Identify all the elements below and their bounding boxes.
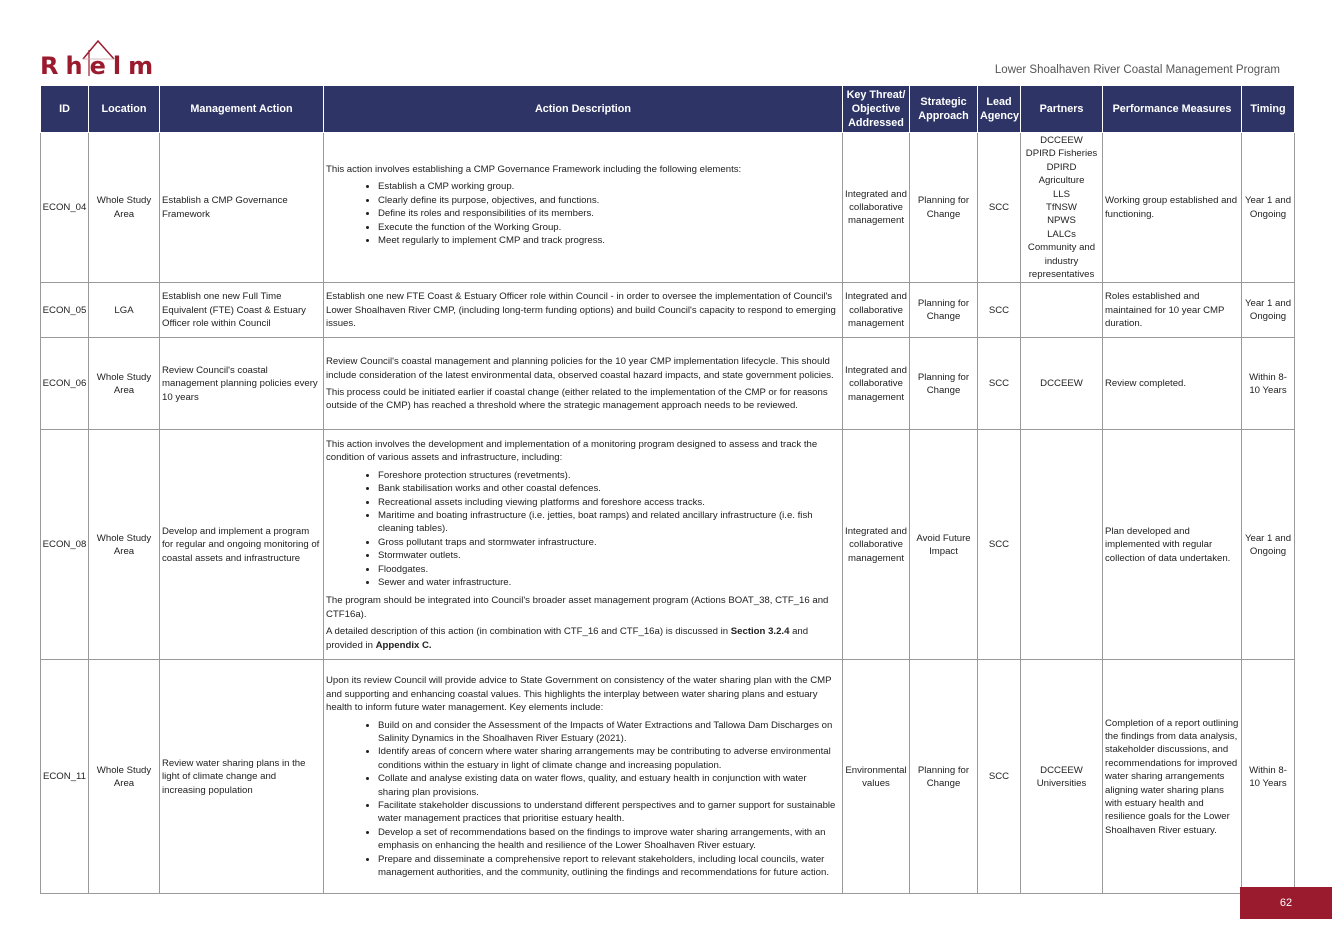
partner: DPIRD Fisheries	[1025, 148, 1098, 160]
partner: TfNSW	[1046, 202, 1077, 214]
col-header-partners: Partners	[1021, 86, 1103, 133]
row-key-threat: Integrated and collaborative management	[843, 133, 910, 283]
row-management-action: Establish one new Full Time Equivalent (FTE) Coast & Estuary Officer role within Council	[160, 283, 324, 338]
row-strategic-approach: Planning for Change	[910, 660, 978, 894]
row-performance-measures: Plan developed and implemented with regular collection of data undertaken.	[1103, 430, 1242, 660]
rhelm-logo	[40, 38, 160, 82]
description-paragraph: Establish one new FTE Coast & Estuary Officer role within Council - in order to oversee the implementation of Council's Lower Shoalhaven River CMP, (including long-term funding options) and build Council's capacity to respond to emerging issues.	[326, 291, 836, 330]
row-lead-agency: SCC	[978, 338, 1021, 430]
row-management-action: Review water sharing plans in the light of climate change and increasing population	[160, 660, 324, 894]
table-row	[41, 660, 1295, 894]
col-header-action-description: Action Description	[324, 86, 843, 133]
description-text: A detailed description of this action (in combination with CTF_16 and CTF_16a) is discussed in	[326, 626, 731, 638]
row-location: Whole Study Area	[89, 133, 160, 283]
description-bullet: • Prepare and disseminate a comprehensive report to relevant stakeholders, including local councils, water management authorities, and the community, outlining the findings and recommendations for future action.	[378, 853, 840, 880]
partner: LALCs	[1047, 228, 1076, 240]
row-partners: DCCEEW	[1021, 338, 1103, 430]
section-reference: Section 3.2.4	[730, 626, 790, 638]
row-action-description	[324, 133, 843, 283]
description-bullet: • Clearly define its purpose, objectives, and functions.	[378, 194, 840, 207]
row-lead-agency: SCC	[978, 283, 1021, 338]
description-bullet: • Collate and analyse existing data on water flows, quality, and estuary health in conjunction with water sharing plan provisions.	[378, 772, 840, 799]
row-partners	[1021, 283, 1103, 338]
description-intro: This action involves establishing a CMP Governance Framework including the following elements:	[326, 164, 742, 176]
row-strategic-approach: Planning for Change	[910, 133, 978, 283]
partner: LLS	[1052, 188, 1071, 200]
table-row	[41, 283, 1295, 338]
row-location: LGA	[89, 283, 160, 338]
description-bullet: • Execute the function of the Working Group.	[378, 221, 840, 234]
row-partners	[1021, 133, 1103, 283]
description-intro: This action involves the development and implementation of a monitoring program designed to assess and track the condition of various assets and infrastructure, including:	[326, 438, 818, 464]
table-row	[41, 430, 1295, 660]
partner: DPIRD Agriculture	[1038, 161, 1085, 187]
row-management-action: Review Council's coastal management planning policies every 10 years	[160, 338, 324, 430]
row-performance-measures: Roles established and maintained for 10 year CMP duration.	[1103, 283, 1242, 338]
description-bullet: • Recreational assets including viewing platforms and foreshore access tracks.	[378, 496, 840, 509]
description-bullet: • Facilitate stakeholder discussions to understand different perspectives and to garner support for sustainable water management practices that prioritise estuary health.	[378, 799, 840, 826]
row-lead-agency: SCC	[978, 430, 1021, 660]
row-timing: Year 1 and Ongoing	[1242, 133, 1295, 283]
col-header-key-threat: Key Threat/ Objective Addressed	[843, 86, 910, 133]
row-id: ECON_05	[41, 283, 89, 338]
description-bullets	[326, 180, 840, 247]
partner: DCCEEW	[1040, 135, 1083, 146]
description-bullet: • Identify areas of concern where water sharing arrangements may be contributing to adverse environmental conditions within the estuary in light of climate change and increasing population.	[378, 745, 840, 772]
description-bullet: • Develop a set of recommendations based on the findings to improve water sharing arrangements, with an emphasis on enhancing the health and resilience of the Lower Shoalhaven River estuary.	[378, 826, 840, 853]
row-key-threat: Integrated and collaborative management	[843, 430, 910, 660]
col-header-timing: Timing	[1242, 86, 1295, 133]
col-header-id: ID	[41, 86, 89, 133]
description-bullet: • Stormwater outlets.	[378, 549, 840, 562]
row-strategic-approach: Planning for Change	[910, 338, 978, 430]
row-partners	[1021, 430, 1103, 660]
description-bullet: • Build on and consider the Assessment of the Impacts of Water Extractions and Tallowa Dam Discharges on Salinity Dynamics in the Shoalhaven River Estuary (2021).	[378, 719, 840, 746]
col-header-location: Location	[89, 86, 160, 133]
description-bullet: • Gross pollutant traps and stormwater infrastructure.	[378, 536, 840, 549]
partner: Universities	[1036, 777, 1087, 789]
table-row	[41, 133, 1295, 283]
row-timing: Within 8-10 Years	[1242, 338, 1295, 430]
row-action-description	[324, 660, 843, 894]
row-strategic-approach: Avoid Future Impact	[910, 430, 978, 660]
row-lead-agency: SCC	[978, 660, 1021, 894]
description-text: and provided in	[326, 626, 809, 651]
description-bullets	[326, 719, 840, 880]
description-paragraph	[326, 625, 840, 652]
description-paragraph: This process could be initiated earlier if coastal change (either related to the implementation of the CMP or for reasons outside of the CMP) has reached a threshold where the strategic management approach needs to be reviewed.	[326, 386, 828, 412]
description-paragraph: Review Council's coastal management and planning policies for the 10 year CMP implementation lifecycle. This should include consideration of the latest environmental data, observed coastal hazard impacts, and state government policies.	[326, 356, 834, 381]
row-key-threat: Environmental values	[843, 660, 910, 894]
logo-text: Rhelm	[40, 52, 161, 80]
description-bullet: • Meet regularly to implement CMP and track progress.	[378, 234, 840, 247]
row-id: ECON_08	[41, 430, 89, 660]
row-timing: Year 1 and Ongoing	[1242, 430, 1295, 660]
description-bullet: • Maritime and boating infrastructure (i.e. jetties, boat ramps) and related ancillary infrastructure (i.e. fish cleaning tables).	[378, 509, 840, 536]
management-actions-table	[40, 85, 1295, 894]
description-bullet: • Floodgates.	[378, 563, 840, 576]
description-bullet: • Sewer and water infrastructure.	[378, 576, 840, 589]
appendix-reference: Appendix C.	[375, 639, 432, 651]
row-performance-measures: Working group established and functioning.	[1103, 133, 1242, 283]
row-timing: Within 8-10 Years	[1242, 660, 1295, 894]
row-location: Whole Study Area	[89, 338, 160, 430]
description-bullet: • Foreshore protection structures (revetments).	[378, 469, 840, 482]
row-action-description	[324, 283, 843, 338]
col-header-management-action: Management Action	[160, 86, 324, 133]
description-bullet: • Define its roles and responsibilities of its members.	[378, 207, 840, 220]
description-paragraph: The program should be integrated into Council's broader asset management program (Actions BOAT_38, CTF_16 and CTF16a).	[326, 595, 829, 620]
row-management-action: Develop and implement a program for regular and ongoing monitoring of coastal assets and infrastructure	[160, 430, 324, 660]
row-performance-measures: Completion of a report outlining the findings from data analysis, stakeholder discussions, and recommendations for improved water sharing arrangements aligning water sharing plans with estuary health and resilience goals for the Lower Shoalhaven River estuary.	[1103, 660, 1242, 894]
page-number: 62	[1240, 887, 1332, 919]
table-header-row	[41, 86, 1295, 133]
description-bullet: • Bank stabilisation works and other coastal defences.	[378, 482, 840, 495]
partner: NPWS	[1047, 215, 1076, 227]
row-id: ECON_06	[41, 338, 89, 430]
description-bullet: • Establish a CMP working group.	[378, 180, 840, 193]
col-header-strategic-approach: Strategic Approach	[910, 86, 978, 133]
row-partners	[1021, 660, 1103, 894]
row-location: Whole Study Area	[89, 660, 160, 894]
row-performance-measures: Review completed.	[1103, 338, 1242, 430]
row-action-description	[324, 430, 843, 660]
partner: Community and industry representatives	[1027, 242, 1096, 281]
row-lead-agency: SCC	[978, 133, 1021, 283]
col-header-lead-agency: Lead Agency	[978, 86, 1021, 133]
row-key-threat: Integrated and collaborative management	[843, 283, 910, 338]
description-bullets	[326, 469, 840, 590]
row-id: ECON_11	[41, 660, 89, 894]
row-strategic-approach: Planning for Change	[910, 283, 978, 338]
program-title: Lower Shoalhaven River Coastal Management Program	[994, 64, 1280, 76]
row-id: ECON_04	[41, 133, 89, 283]
table-row	[41, 338, 1295, 430]
col-header-performance-measures: Performance Measures	[1103, 86, 1242, 133]
row-action-description	[324, 338, 843, 430]
row-timing: Year 1 and Ongoing	[1242, 283, 1295, 338]
row-location: Whole Study Area	[89, 430, 160, 660]
row-management-action: Establish a CMP Governance Framework	[160, 133, 324, 283]
row-key-threat: Integrated and collaborative management	[843, 338, 910, 430]
partner: DCCEEW	[1040, 764, 1083, 776]
description-intro: Upon its review Council will provide advice to State Government on consistency of the water sharing plan with the CMP and supporting and enhancing coastal values. This highlights the interplay between water sharing plans and estuary health to inform future water management. Key elements include:	[326, 675, 832, 714]
